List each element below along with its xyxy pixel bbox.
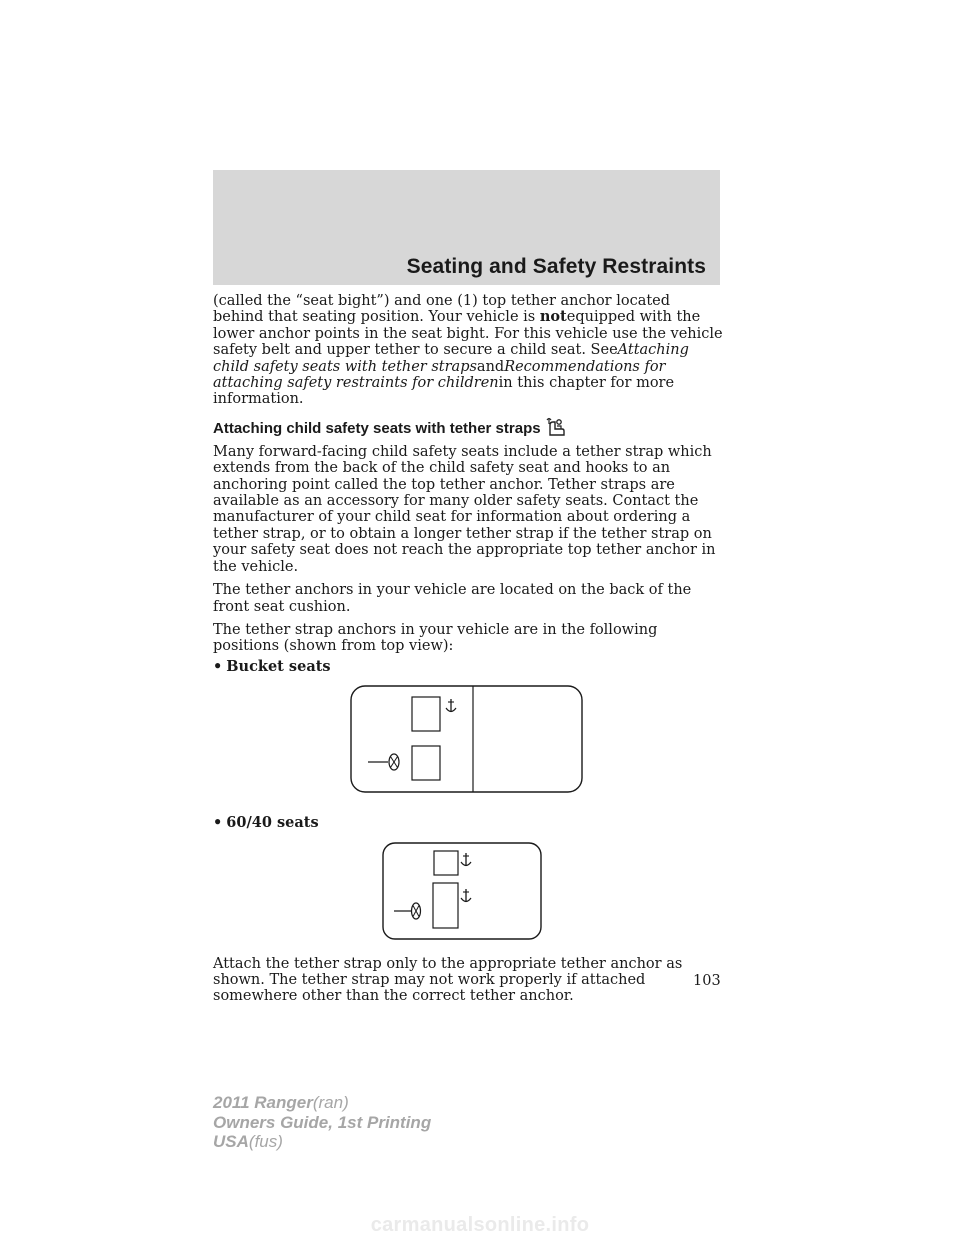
- tether-strap-paragraph: Many forward-facing child safety seats include a tether strap which extends from the back of the child safety seat and hooks to an anchoring point called the top tether anchor. Tether straps are available as an accessory for many older safety seats. Contact the manufacturer of your child seat for information about ordering a tether strap, or to obtain a longer tether strap if the tether strap on your safety seat does not reach the appropriate top tether anchor in the vehicle.: [213, 443, 716, 575]
- intro-emphasis-not: not: [539, 308, 567, 326]
- cab-outline: [351, 686, 582, 792]
- bucket-seats-diagram: [350, 685, 584, 795]
- intro-text-4: in this chapter for more information.: [213, 375, 675, 408]
- intro-ref-attaching: Attaching child safety seats with tether straps: [213, 342, 689, 375]
- section-header-band: [213, 170, 720, 285]
- subheading: [213, 416, 723, 438]
- attach-instruction-paragraph: Attach the tether strap only to the appropriate tether anchor as shown. The tether strap may not work properly if attached somewhere other than the correct tether anchor.: [213, 955, 683, 1005]
- steering-wheel-icon: [394, 903, 421, 919]
- intro-text-1: (called the “seat bight”) and one (1) top tether anchor located behind that seating position. Your vehicle is: [213, 293, 671, 326]
- bullet-bucket-seats: [213, 659, 723, 675]
- document-footer: [213, 1093, 431, 1152]
- bullet-label: Bucket seats: [226, 657, 331, 675]
- driver-seat: [412, 746, 440, 780]
- passenger-seat: [412, 697, 440, 731]
- anchor-icon: [446, 699, 456, 712]
- footer-region-code: (fus): [248, 1132, 283, 1151]
- anchor-positions-paragraph: The tether strap anchors in your vehicle are in the following positions (shown from top view):: [213, 621, 658, 655]
- bullet-symbol: •: [213, 814, 223, 832]
- child-seat-icon: [545, 416, 567, 438]
- anchor-location-paragraph: The tether anchors in your vehicle are located on the back of the front seat cushion.: [213, 582, 692, 615]
- footer-line-model: [213, 1093, 431, 1113]
- bullet-60-40-seats: [213, 815, 723, 831]
- intro-ref-recommendations: Recommendations for attaching safety restraints for children: [213, 358, 666, 392]
- section-title: Seating and Safety Restraints: [406, 255, 706, 278]
- intro-text-3: and: [476, 358, 505, 375]
- bullet-symbol: •: [213, 657, 223, 675]
- footer-line-region: [213, 1132, 431, 1152]
- footer-line-printing: [213, 1113, 431, 1133]
- page-content: [213, 293, 723, 1012]
- footer-region: USA: [213, 1132, 249, 1151]
- footer-model-code: (ran): [312, 1093, 349, 1112]
- intro-text-2: equipped with the lower anchor points in the seat bight. For this vehicle use the vehicle safety belt and upper tether to secure a child seat. See: [213, 309, 723, 359]
- sixty-forty-seats-diagram: [380, 842, 544, 942]
- footer-printing: Owners Guide, 1st Printing: [213, 1112, 432, 1132]
- anchor-icon: [461, 889, 471, 902]
- watermark: carmanualsonline.info: [370, 1214, 590, 1236]
- passenger-seat: [434, 851, 458, 875]
- steering-wheel-icon: [368, 754, 399, 770]
- anchor-icon: [461, 853, 471, 866]
- bullet-label: 60/40 seats: [226, 814, 319, 832]
- subheading-text: Attaching child safety seats with tether straps: [213, 419, 541, 437]
- footer-model: 2011 Ranger: [213, 1093, 313, 1112]
- page-number: 103: [693, 973, 721, 989]
- cab-outline: [383, 843, 541, 939]
- driver-bench-seat: [433, 883, 458, 928]
- intro-paragraph: [213, 293, 723, 408]
